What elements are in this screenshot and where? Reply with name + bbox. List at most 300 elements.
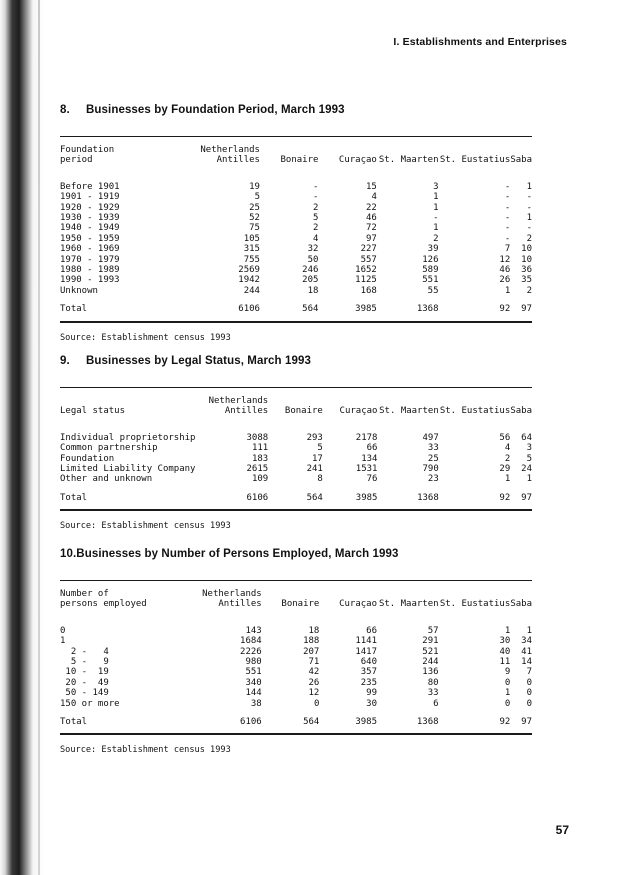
cell-bonaire: 42 (308, 667, 320, 678)
cell-bonaire: 32 (307, 244, 319, 255)
cell-saba: 1 (526, 625, 532, 636)
column-header-spacer (439, 589, 511, 599)
table-number: 9. (60, 355, 70, 367)
cell-saba: 41 (521, 646, 532, 657)
cell-bonaire: 246 (302, 265, 319, 276)
row-label: Common partnership (60, 443, 158, 454)
table-row (60, 626, 532, 636)
cell-curacao: 2178 (355, 432, 378, 443)
cell-saba: 64 (521, 432, 532, 443)
spacer-row (60, 388, 532, 396)
cell-curacao: 22 (366, 202, 377, 213)
table-row (60, 182, 532, 192)
cell-st-eustatius: 7 (504, 244, 511, 255)
cell-curacao: 1125 (355, 275, 377, 286)
cell-curacao: 1531 (355, 464, 378, 475)
stub-header-line1 (60, 396, 204, 406)
table-title (60, 355, 532, 367)
cell-bonaire: - (313, 181, 319, 192)
cell-bonaire: 2 (313, 202, 319, 213)
row-label: Individual proprietorship (60, 432, 196, 443)
cell-st-eustatius: - (504, 233, 511, 244)
cell-saba: 1 (526, 474, 532, 485)
cell-curacao: 640 (360, 657, 377, 668)
data-table (60, 137, 532, 321)
cell-saba: 14 (521, 657, 532, 668)
table-row (60, 667, 532, 677)
cell-curacao: 168 (360, 285, 377, 296)
cell-saba: 0 (526, 688, 532, 699)
table-row (60, 657, 532, 667)
column-header-antilles: Antilles (216, 155, 260, 166)
table-bottom-rule (60, 509, 532, 511)
table-row (60, 678, 532, 688)
spacer-row (60, 581, 532, 589)
spacer-row (60, 166, 532, 173)
table-section-9 (60, 355, 532, 531)
column-header-spacer (510, 589, 532, 599)
stub-header-line2: period (60, 155, 93, 166)
column-header-spacer (377, 589, 439, 599)
cell-antilles: 2226 (240, 646, 262, 657)
cell-st-maarten: 1 (433, 223, 439, 234)
column-header-row-upper (60, 145, 532, 155)
row-label: 150 or more (60, 698, 120, 709)
column-header-st-eustatius: St. Eustatius (439, 406, 511, 417)
cell-curacao: 227 (360, 244, 377, 255)
column-header-saba: Saba (510, 599, 532, 610)
cell-st-eustatius: 30 (499, 636, 511, 647)
table-row (60, 443, 532, 453)
cell-bonaire: 8 (317, 474, 323, 485)
column-header-spacer (510, 396, 532, 406)
cell-st-maarten: 25 (427, 453, 439, 464)
spacer-row (60, 610, 532, 617)
cell-st-eustatius: 29 (499, 464, 511, 475)
cell-st-maarten: 39 (427, 244, 439, 255)
cell-curacao: 66 (366, 443, 378, 454)
spacer-row (60, 485, 532, 493)
total-antilles: 6106 (238, 304, 260, 315)
page-number: 57 (555, 823, 569, 837)
cell-st-eustatius: 0 (504, 698, 511, 709)
cell-antilles: 25 (249, 202, 260, 213)
row-label: 1940 - 1949 (60, 223, 120, 234)
cell-st-maarten: 80 (427, 677, 439, 688)
total-st-maarten: 1368 (416, 304, 439, 315)
cell-st-eustatius: 56 (499, 432, 511, 443)
row-label: 2 - 4 (60, 646, 109, 657)
cell-antilles: 244 (243, 285, 260, 296)
cell-saba: 2 (526, 233, 532, 244)
cell-st-maarten: 55 (427, 285, 439, 296)
total-curacao: 3985 (355, 492, 378, 503)
table-title (60, 548, 532, 560)
cell-antilles: 143 (245, 625, 262, 636)
cell-st-maarten: 2 (433, 233, 439, 244)
row-label: Foundation (60, 453, 115, 464)
cell-st-maarten: 57 (427, 625, 439, 636)
row-label: 10 - 19 (60, 667, 109, 678)
total-st-eustatius: 92 (499, 492, 511, 503)
cell-st-maarten: - (433, 213, 439, 224)
cell-saba: 3 (526, 443, 532, 454)
cell-bonaire: 2 (313, 223, 319, 234)
cell-curacao: 357 (360, 667, 377, 678)
cell-antilles: 109 (251, 474, 269, 485)
cell-curacao: 72 (366, 223, 377, 234)
total-st-maarten: 1368 (417, 492, 439, 503)
column-header-curacao: Curaçao (339, 406, 378, 417)
column-header-row (60, 155, 532, 165)
cell-bonaire: 17 (312, 453, 323, 464)
cell-st-eustatius: - (504, 202, 511, 213)
cell-bonaire: 207 (303, 646, 320, 657)
table-row (60, 244, 532, 254)
cell-antilles: 980 (245, 657, 262, 668)
cell-antilles: 2615 (246, 464, 269, 475)
table-row (60, 203, 532, 213)
total-bonaire: 564 (306, 492, 323, 503)
row-label: Limited Liability Company (60, 464, 196, 475)
table-title (60, 104, 532, 116)
cell-antilles: 75 (249, 223, 260, 234)
cell-st-eustatius: 4 (504, 443, 511, 454)
total-saba: 97 (521, 717, 532, 728)
cell-bonaire: 12 (308, 688, 320, 699)
stub-header-line1: Foundation (60, 145, 115, 155)
column-header-st-maarten: St. Maarten (378, 155, 439, 166)
table-number: 8. (60, 104, 70, 116)
cell-saba: 7 (526, 667, 532, 678)
column-header-row-upper (60, 589, 532, 599)
column-header-row (60, 406, 532, 416)
row-label: Before 1901 (60, 181, 120, 192)
cell-bonaire: 50 (307, 254, 319, 265)
cell-saba: 0 (526, 677, 532, 688)
total-antilles: 6106 (240, 717, 262, 728)
book-page-edge (38, 0, 40, 875)
cell-st-maarten: 126 (422, 254, 439, 265)
column-header-netherlands: Netherlands (200, 145, 260, 155)
column-header-spacer (318, 145, 376, 155)
column-header-antilles: Antilles (224, 406, 269, 417)
stub-header-line2: persons employed (60, 599, 147, 610)
table-row (60, 213, 532, 223)
table-row (60, 636, 532, 646)
table-row (60, 286, 532, 296)
cell-st-maarten: 551 (422, 275, 439, 286)
running-head: I. Establishments and Enterprises (393, 36, 567, 48)
row-label: Other and unknown (60, 474, 153, 485)
cell-st-maarten: 136 (422, 667, 439, 678)
cell-st-eustatius: - (504, 181, 511, 192)
cell-saba: 2 (526, 285, 532, 296)
total-label: Total (60, 304, 88, 315)
column-header-bonaire: Bonaire (281, 599, 320, 610)
cell-curacao: 76 (366, 474, 378, 485)
row-label: 1930 - 1939 (60, 213, 120, 224)
column-header-spacer (439, 396, 511, 406)
column-header-spacer (439, 145, 511, 155)
row-label: 1 (60, 636, 66, 647)
table-row (60, 474, 532, 484)
table-row (60, 464, 532, 474)
cell-curacao: 4 (371, 192, 377, 203)
table-row (60, 699, 532, 709)
table-section-8 (60, 104, 532, 343)
cell-saba: 5 (526, 453, 532, 464)
cell-saba: - (526, 223, 532, 234)
cell-curacao: 1652 (355, 265, 377, 276)
cell-st-maarten: 6 (433, 698, 439, 709)
cell-bonaire: - (313, 192, 319, 203)
stub-header-line2: Legal status (60, 406, 126, 417)
cell-st-eustatius: 1 (504, 474, 511, 485)
column-header-st-maarten: St. Maarten (379, 406, 439, 417)
total-saba: 97 (521, 304, 532, 315)
column-header-st-eustatius: St. Eustatius (439, 155, 511, 166)
table-row (60, 433, 532, 443)
cell-curacao: 97 (366, 233, 377, 244)
stub-header-line1: Number of (60, 589, 109, 599)
cell-saba: 10 (521, 254, 532, 265)
column-header-row (60, 599, 532, 609)
cell-st-maarten: 33 (427, 688, 439, 699)
cell-curacao: 66 (366, 625, 377, 636)
total-bonaire: 564 (303, 717, 320, 728)
column-header-spacer (260, 145, 318, 155)
column-header-spacer (323, 396, 378, 406)
total-st-eustatius: 92 (499, 717, 511, 728)
cell-bonaire: 71 (308, 657, 320, 668)
total-curacao: 3985 (355, 717, 377, 728)
column-header-spacer (262, 589, 320, 599)
cell-curacao: 557 (360, 254, 377, 265)
spacer-row (60, 424, 532, 433)
table-row (60, 275, 532, 285)
table-row (60, 647, 532, 657)
table-row (60, 454, 532, 464)
cell-bonaire: 241 (306, 464, 323, 475)
cell-st-eustatius: 9 (504, 667, 511, 678)
cell-curacao: 30 (366, 698, 377, 709)
cell-bonaire: 188 (303, 636, 320, 647)
cell-curacao: 1141 (355, 636, 377, 647)
table-row (60, 192, 532, 202)
cell-curacao: 1417 (355, 646, 377, 657)
cell-antilles: 1942 (238, 275, 260, 286)
source-note: Source: Establishment census 1993 (60, 521, 231, 532)
cell-st-eustatius: - (504, 192, 511, 203)
cell-st-eustatius: 46 (499, 265, 511, 276)
cell-antilles: 315 (243, 244, 260, 255)
cell-st-eustatius: 12 (499, 254, 511, 265)
table-title-text: Businesses by Number of Persons Employed, March 1993 (76, 548, 399, 560)
cell-saba: - (526, 192, 532, 203)
data-table (60, 388, 532, 509)
total-st-eustatius: 92 (499, 304, 511, 315)
table-bottom-rule (60, 321, 532, 323)
cell-antilles: 111 (251, 443, 269, 454)
cell-st-eustatius: 26 (499, 275, 511, 286)
column-header-bonaire: Bonaire (280, 155, 319, 166)
total-label: Total (60, 717, 88, 728)
cell-st-eustatius: 11 (499, 657, 511, 668)
column-header-spacer (319, 589, 377, 599)
row-label: 1970 - 1979 (60, 254, 120, 265)
cell-saba: 1 (526, 213, 532, 224)
cell-saba: 35 (521, 275, 532, 286)
cell-st-maarten: 1 (433, 202, 439, 213)
cell-st-maarten: 3 (433, 181, 439, 192)
cell-curacao: 99 (366, 688, 377, 699)
column-header-spacer (377, 396, 438, 406)
cell-antilles: 2569 (238, 265, 260, 276)
cell-saba: 24 (521, 464, 532, 475)
cell-bonaire: 18 (308, 625, 320, 636)
total-label: Total (60, 492, 88, 503)
cell-st-eustatius: 1 (504, 285, 511, 296)
total-antilles: 6106 (246, 492, 269, 503)
column-header-netherlands: Netherlands (208, 396, 269, 406)
total-saba: 97 (521, 492, 532, 503)
cell-curacao: 235 (360, 677, 377, 688)
table-row (60, 223, 532, 233)
table-total-row (60, 717, 532, 727)
cell-saba: 0 (526, 698, 532, 709)
total-st-maarten: 1368 (416, 717, 439, 728)
cell-st-maarten: 521 (422, 646, 439, 657)
row-label: 5 - 9 (60, 657, 109, 668)
total-curacao: 3985 (355, 304, 377, 315)
table-title-text: Businesses by Foundation Period, March 1993 (86, 104, 345, 116)
row-label: 50 - 149 (60, 688, 109, 699)
table-row (60, 688, 532, 698)
column-header-st-maarten: St. Maarten (378, 599, 439, 610)
data-table (60, 581, 532, 733)
cell-saba: 36 (521, 265, 532, 276)
cell-antilles: 3088 (246, 432, 269, 443)
cell-bonaire: 205 (302, 275, 319, 286)
row-label: Unknown (60, 285, 98, 296)
cell-st-eustatius: 2 (504, 453, 511, 464)
column-header-spacer (377, 145, 439, 155)
source-note: Source: Establishment census 1993 (60, 745, 231, 756)
cell-st-maarten: 33 (427, 443, 439, 454)
table-bottom-rule (60, 733, 532, 735)
cell-st-eustatius: 1 (504, 688, 511, 699)
table-row (60, 265, 532, 275)
row-label: 20 - 49 (60, 677, 109, 688)
cell-saba: 34 (521, 636, 532, 647)
table-section-10 (60, 548, 532, 755)
cell-antilles: 19 (249, 181, 260, 192)
total-bonaire: 564 (302, 304, 319, 315)
column-header-bonaire: Bonaire (284, 406, 323, 417)
column-header-spacer (268, 396, 323, 406)
column-header-saba: Saba (510, 155, 532, 166)
cell-bonaire: 293 (306, 432, 323, 443)
cell-bonaire: 5 (317, 443, 323, 454)
cell-antilles: 38 (250, 698, 262, 709)
cell-st-eustatius: 1 (504, 625, 511, 636)
column-header-spacer (510, 145, 532, 155)
table-row (60, 255, 532, 265)
source-note: Source: Establishment census 1993 (60, 332, 231, 343)
cell-st-eustatius: - (504, 213, 511, 224)
row-label: 1960 - 1969 (60, 244, 120, 255)
cell-st-maarten: 1 (433, 192, 439, 203)
row-label: 1980 - 1989 (60, 265, 120, 276)
table-number: 10. (60, 548, 77, 560)
row-label: 1990 - 1993 (60, 275, 120, 286)
cell-saba: - (526, 202, 532, 213)
column-header-curacao: Curaçao (339, 599, 377, 610)
cell-antilles: 105 (243, 233, 260, 244)
column-header-netherlands: Netherlands (202, 589, 262, 599)
table-row (60, 234, 532, 244)
cell-antilles: 183 (251, 453, 269, 464)
spacer-row (60, 173, 532, 182)
cell-curacao: 134 (361, 453, 378, 464)
cell-bonaire: 5 (313, 213, 319, 224)
column-header-saba: Saba (510, 406, 532, 417)
spacer-row (60, 417, 532, 424)
cell-antilles: 755 (243, 254, 260, 265)
cell-st-maarten: 244 (422, 657, 439, 668)
cell-bonaire: 18 (307, 285, 319, 296)
table-title-text: Businesses by Legal Status, March 1993 (86, 355, 311, 367)
spacer-row (60, 709, 532, 717)
cell-st-maarten: 291 (422, 636, 439, 647)
cell-st-maarten: 23 (427, 474, 439, 485)
spacer-row (60, 617, 532, 626)
cell-bonaire: 0 (313, 698, 320, 709)
row-label: 0 (60, 625, 66, 636)
spacer-row (60, 137, 532, 145)
cell-bonaire: 26 (308, 677, 320, 688)
cell-antilles: 340 (245, 677, 262, 688)
row-label: 1920 - 1929 (60, 202, 120, 213)
cell-antilles: 1684 (240, 636, 262, 647)
cell-st-maarten: 589 (422, 265, 439, 276)
cell-curacao: 15 (366, 181, 377, 192)
cell-antilles: 5 (254, 192, 260, 203)
cell-saba: 10 (521, 244, 532, 255)
row-label: 1950 - 1959 (60, 233, 120, 244)
column-header-row-upper (60, 396, 532, 406)
table-total-row (60, 304, 532, 314)
cell-bonaire: 4 (313, 233, 319, 244)
cell-saba: 1 (526, 181, 532, 192)
column-header-st-eustatius: St. Eustatius (439, 599, 511, 610)
table-total-row (60, 493, 532, 503)
cell-st-eustatius: 0 (504, 677, 511, 688)
cell-st-eustatius: 40 (499, 646, 511, 657)
cell-st-eustatius: - (504, 223, 511, 234)
column-header-curacao: Curaçao (338, 155, 377, 166)
cell-curacao: 46 (366, 213, 377, 224)
cell-antilles: 52 (249, 213, 260, 224)
cell-st-maarten: 497 (422, 432, 439, 443)
row-label: 1901 - 1919 (60, 192, 120, 203)
cell-antilles: 551 (245, 667, 262, 678)
cell-antilles: 144 (245, 688, 262, 699)
cell-st-maarten: 790 (422, 464, 439, 475)
spacer-row (60, 296, 532, 304)
column-header-antilles: Antilles (218, 599, 262, 610)
